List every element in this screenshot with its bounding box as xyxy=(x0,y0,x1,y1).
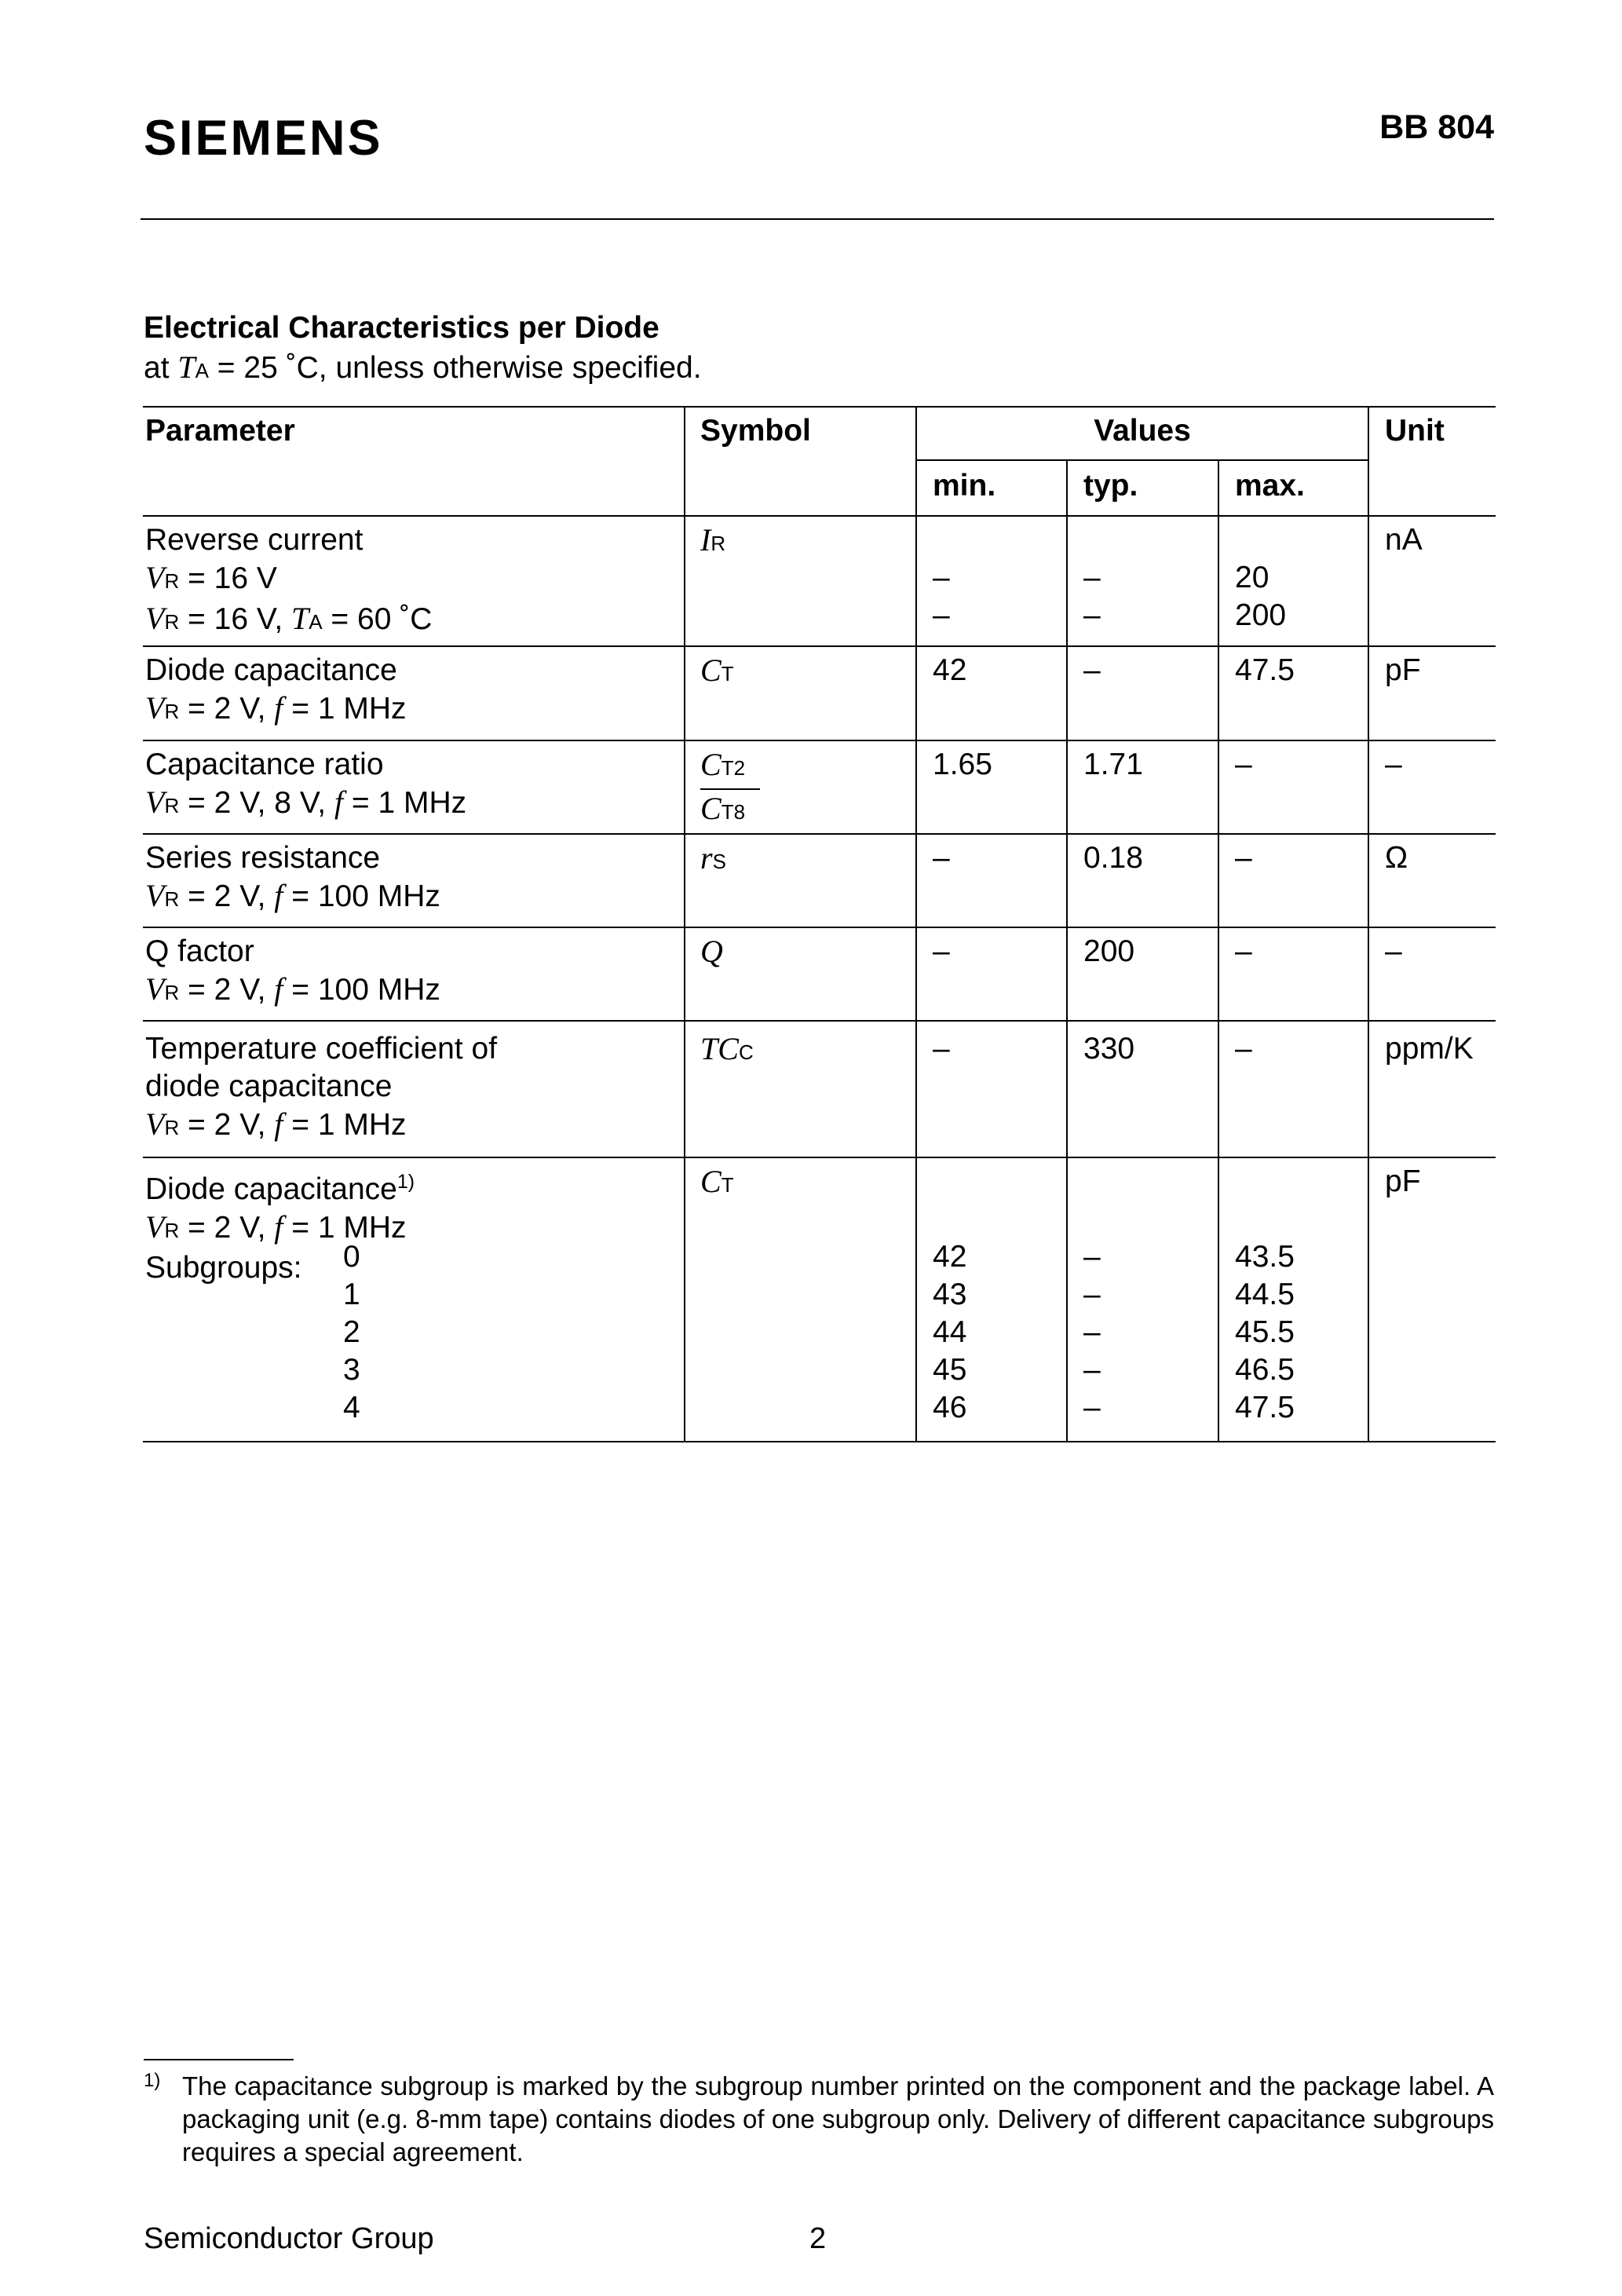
row-q-factor-symbol xyxy=(700,933,723,971)
symbol-denominator xyxy=(700,790,760,831)
subgroup-number: 3 xyxy=(343,1353,360,1387)
row-subgroup-capacitance-typ xyxy=(1083,1238,1101,1427)
symbol-subscript: S xyxy=(712,850,726,873)
row-temp-coefficient-param xyxy=(145,1030,497,1146)
section-title: Electrical Characteristics per Diode xyxy=(144,311,659,345)
param-name xyxy=(145,1163,415,1208)
header-symbol: Symbol xyxy=(700,414,811,448)
value: 44.5 xyxy=(1235,1278,1295,1311)
symbol-main: I xyxy=(700,522,711,558)
row-q-factor-min: – xyxy=(933,934,950,968)
cond-subscript: R xyxy=(164,700,180,723)
cond-symbol: f xyxy=(274,1209,283,1245)
param-name-cont: diode capacitance xyxy=(145,1069,393,1103)
cond-text: = 2 V, xyxy=(179,692,275,726)
cond-symbol: V xyxy=(145,971,165,1007)
value: 44 xyxy=(933,1315,967,1349)
row-reverse-current-param xyxy=(145,521,432,641)
cond-subscript: A xyxy=(309,610,323,634)
row-diode-capacitance-symbol xyxy=(700,652,734,693)
row-temp-coefficient-symbol xyxy=(700,1030,754,1071)
param-name-text: Diode capacitance xyxy=(145,1172,397,1206)
subgroup-number: 2 xyxy=(343,1315,360,1349)
value: – xyxy=(933,561,950,594)
cond-subscript: R xyxy=(164,981,180,1004)
row-series-resistance-symbol xyxy=(700,839,726,880)
table-rule xyxy=(143,1441,1496,1442)
param-condition xyxy=(145,877,440,918)
row-capacitance-ratio-typ: 1.71 xyxy=(1083,748,1143,781)
table-rule xyxy=(143,406,1496,408)
table-col-rule xyxy=(684,406,685,1442)
value: 42 xyxy=(933,1240,967,1274)
header-parameter: Parameter xyxy=(145,414,295,448)
header-min: min. xyxy=(933,469,996,503)
cond-subscript: R xyxy=(164,569,180,593)
value: 200 xyxy=(1235,598,1287,632)
symbol-subscript: T2 xyxy=(721,756,746,780)
row-diode-capacitance-param xyxy=(145,652,407,730)
cond-text: = 100 MHz xyxy=(283,973,440,1007)
table-col-rule xyxy=(1368,406,1369,1442)
row-diode-capacitance-typ: – xyxy=(1083,653,1101,687)
symbol-main: C xyxy=(700,791,721,826)
param-condition xyxy=(145,971,440,1011)
row-subgroup-capacitance-symbol xyxy=(700,1163,734,1204)
value: 47.5 xyxy=(1235,1391,1295,1424)
row-capacitance-ratio-min: 1.65 xyxy=(933,748,992,781)
cond-text: = 1 MHz xyxy=(283,692,407,726)
footer-group: Semiconductor Group xyxy=(144,2222,434,2255)
value: 46.5 xyxy=(1235,1353,1295,1387)
cond-symbol: f xyxy=(274,1106,283,1142)
row-diode-capacitance-unit: pF xyxy=(1385,653,1421,687)
table-rule xyxy=(143,645,1496,647)
row-temp-coefficient-max: – xyxy=(1235,1032,1252,1066)
subgroup-number: 0 xyxy=(343,1240,360,1274)
row-subgroup-capacitance-max xyxy=(1235,1238,1295,1427)
row-temp-coefficient-min: – xyxy=(933,1032,950,1066)
value: 46 xyxy=(933,1391,967,1424)
param-name: Capacitance ratio xyxy=(145,748,384,781)
subtitle-post: = 25 ˚C, unless otherwise specified. xyxy=(208,351,702,385)
footnote-mark: 1) xyxy=(144,2070,161,2091)
brand-logo-text: SIEMENS xyxy=(144,111,383,166)
param-name: Temperature coefficient of xyxy=(145,1032,498,1066)
param-condition xyxy=(145,784,466,824)
table-rule xyxy=(143,833,1496,835)
value: – xyxy=(1083,1391,1101,1424)
row-subgroup-capacitance-unit: pF xyxy=(1385,1164,1421,1198)
footnote-rule xyxy=(144,2059,294,2060)
cond-text: = 2 V, xyxy=(179,1108,275,1142)
footnote-text: The capacitance subgroup is marked by the subgroup number printed on the component and the package label. A packaging unit (e.g. 8-mm tape) contains diodes of one subgroup only. Delivery of different capacitance subgroups requires a special agreement. xyxy=(182,2071,1494,2166)
header-typ: typ. xyxy=(1083,469,1138,503)
footnote-ref: 1) xyxy=(396,1171,415,1193)
cond-text: = 1 MHz xyxy=(283,1211,407,1245)
symbol-subscript: T xyxy=(721,662,734,686)
table-rule xyxy=(143,515,1496,517)
row-reverse-current-min xyxy=(933,559,950,634)
cond-symbol: V xyxy=(145,1106,165,1142)
symbol-subscript: R xyxy=(711,532,726,555)
header-unit: Unit xyxy=(1385,414,1445,448)
value: – xyxy=(1083,1353,1101,1387)
cond-symbol: f xyxy=(334,784,344,820)
cond-symbol: f xyxy=(274,690,283,726)
row-subgroup-capacitance-param xyxy=(145,1163,415,1287)
symbol-main: TC xyxy=(700,1031,739,1066)
row-reverse-current-unit: nA xyxy=(1385,523,1423,557)
header-max: max. xyxy=(1235,469,1305,503)
value: 43.5 xyxy=(1235,1240,1295,1274)
cond-text: = 60 ˚C xyxy=(322,602,433,636)
symbol-subscript: T8 xyxy=(721,800,746,824)
param-condition xyxy=(145,559,432,600)
cond-subscript: R xyxy=(164,1116,180,1139)
cond-text: = 16 V xyxy=(179,561,277,595)
symbol-numerator xyxy=(700,746,760,790)
symbol-main: C xyxy=(700,1164,721,1199)
subgroups-label: Subgroups: xyxy=(145,1251,302,1285)
cond-symbol: V xyxy=(145,878,165,913)
row-diode-capacitance-max: 47.5 xyxy=(1235,653,1295,687)
cond-subscript: R xyxy=(164,610,180,634)
table-rule xyxy=(143,1020,1496,1022)
cond-text: = 1 MHz xyxy=(283,1108,407,1142)
param-condition xyxy=(145,1208,415,1249)
value: – xyxy=(1083,598,1101,632)
param-condition xyxy=(145,600,432,641)
ta-subscript: A xyxy=(195,359,209,382)
cond-symbol: V xyxy=(145,690,165,726)
row-capacitance-ratio-unit: – xyxy=(1385,748,1402,781)
table-col-rule xyxy=(1066,459,1068,1442)
row-q-factor-unit: – xyxy=(1385,934,1402,968)
cond-symbol: V xyxy=(145,784,165,820)
param-name: Diode capacitance xyxy=(145,653,397,687)
cond-text: = 2 V, xyxy=(179,1211,275,1245)
cond-symbol: V xyxy=(145,1209,165,1245)
page-number: 2 xyxy=(809,2222,827,2255)
symbol-main: C xyxy=(700,747,721,782)
row-reverse-current-typ xyxy=(1083,559,1101,634)
subgroup-number: 1 xyxy=(343,1278,360,1311)
symbol-main: r xyxy=(700,840,713,876)
param-name: Series resistance xyxy=(145,841,381,875)
cond-subscript: R xyxy=(164,794,180,817)
table-rule xyxy=(915,459,1369,461)
subgroup-numbers xyxy=(343,1238,360,1427)
subtitle-pre: at xyxy=(144,351,178,385)
table-rule xyxy=(143,740,1496,741)
value: 45.5 xyxy=(1235,1315,1295,1349)
row-series-resistance-param xyxy=(145,839,440,918)
row-subgroup-capacitance-min xyxy=(933,1238,966,1427)
cond-text: = 16 V, xyxy=(179,602,291,636)
ta-symbol: T xyxy=(177,349,195,385)
row-series-resistance-typ: 0.18 xyxy=(1083,841,1143,875)
value: – xyxy=(1083,1315,1101,1349)
row-temp-coefficient-typ: 330 xyxy=(1083,1032,1135,1066)
row-reverse-current-symbol xyxy=(700,521,725,562)
cond-text: = 1 MHz xyxy=(343,786,467,820)
param-condition xyxy=(145,689,407,730)
subgroup-number: 4 xyxy=(343,1391,360,1424)
cond-symbol: V xyxy=(145,601,165,636)
row-series-resistance-max: – xyxy=(1235,841,1252,875)
header-values: Values xyxy=(1094,414,1191,448)
cond-symbol: T xyxy=(290,601,309,636)
table-rule xyxy=(143,1157,1496,1158)
value: – xyxy=(1083,1240,1101,1274)
symbol-main: C xyxy=(700,653,721,688)
cond-subscript: R xyxy=(164,1219,180,1242)
table-col-rule xyxy=(915,406,917,1442)
row-capacitance-ratio-symbol xyxy=(700,746,760,831)
cond-symbol: V xyxy=(145,560,165,595)
cond-text: = 2 V, xyxy=(179,879,275,913)
cond-symbol: f xyxy=(274,878,283,913)
row-series-resistance-min: – xyxy=(933,841,950,875)
param-name: Q factor xyxy=(145,934,254,968)
cond-text: = 100 MHz xyxy=(283,879,440,913)
row-q-factor-param xyxy=(145,933,440,1011)
cond-subscript: R xyxy=(164,887,180,911)
row-series-resistance-unit: Ω xyxy=(1385,841,1408,875)
param-condition xyxy=(145,1106,497,1146)
value: – xyxy=(1083,1278,1101,1311)
table-col-rule xyxy=(1218,459,1219,1442)
row-temp-coefficient-unit: ppm/K xyxy=(1385,1032,1474,1066)
row-capacitance-ratio-param xyxy=(145,746,466,824)
row-capacitance-ratio-max: – xyxy=(1235,748,1252,781)
value: – xyxy=(933,598,950,632)
cond-symbol: f xyxy=(274,971,283,1007)
part-number: BB 804 xyxy=(1379,108,1494,146)
value: 43 xyxy=(933,1278,967,1311)
value: – xyxy=(1083,561,1101,594)
cond-text: = 2 V, 8 V, xyxy=(179,786,334,820)
table-rule xyxy=(143,927,1496,928)
value: 45 xyxy=(933,1353,967,1387)
row-reverse-current-max xyxy=(1235,559,1286,634)
cond-text: = 2 V, xyxy=(179,973,275,1007)
row-q-factor-max: – xyxy=(1235,934,1252,968)
row-diode-capacitance-min: 42 xyxy=(933,653,967,687)
symbol-subscript: T xyxy=(721,1173,734,1197)
param-name: Reverse current xyxy=(145,523,363,557)
value: 20 xyxy=(1235,561,1269,594)
symbol-main: Q xyxy=(700,934,723,969)
symbol-subscript: C xyxy=(738,1040,754,1064)
row-q-factor-typ: 200 xyxy=(1083,934,1135,968)
